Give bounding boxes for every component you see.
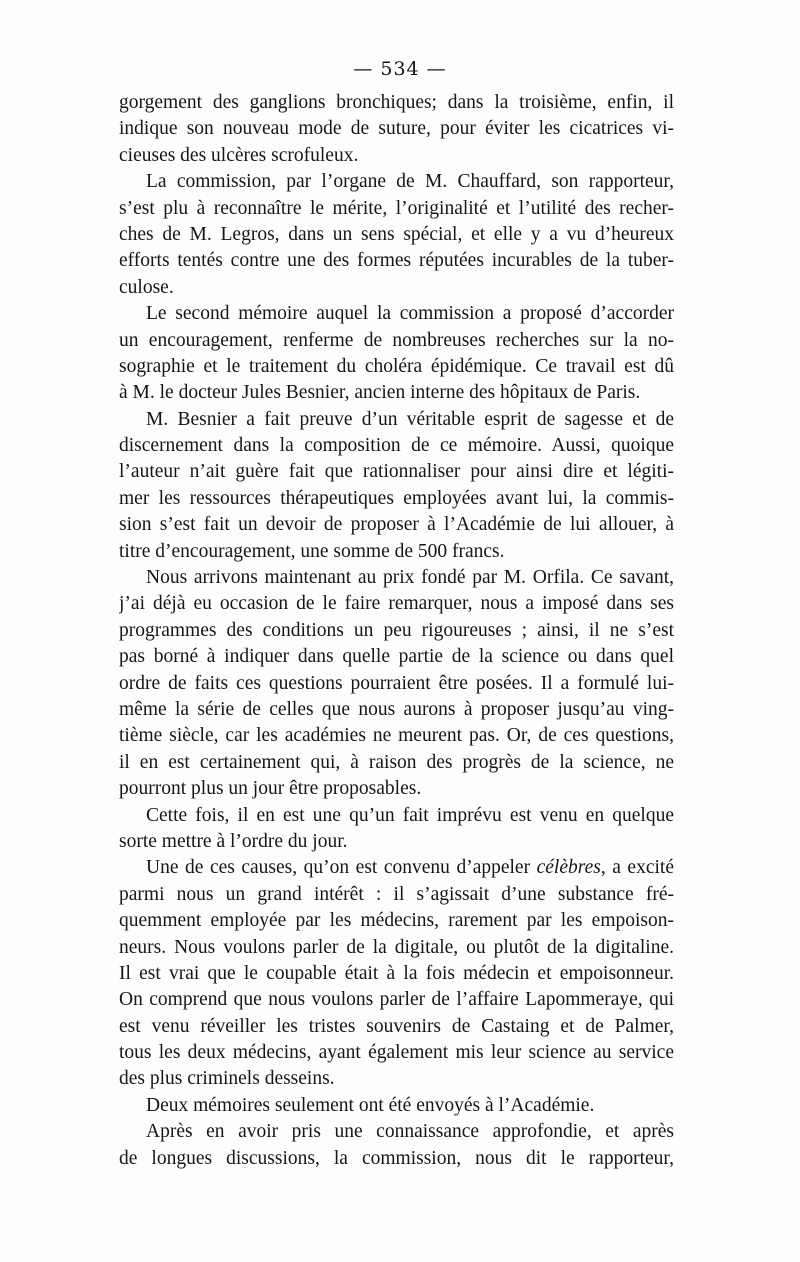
text-line: Deux mémoires seulement ont été envoyés à l’Académie. <box>146 1094 595 1116</box>
text-line: M. Besnier a fait preuve d’un véritable esprit de sagesse et de <box>146 408 674 430</box>
text-line: sorte mettre à l’ordre du jour. <box>119 830 348 852</box>
text-line: j’ai déjà eu occasion de le faire remarquer, nous a imposé dans ses <box>119 593 674 615</box>
text-line: tième siècle, car les académies ne meurent pas. Or, de ces questions, <box>119 725 674 747</box>
text-line: est venu réveiller les tristes souvenirs de Castaing et de Palmer, <box>119 1015 674 1037</box>
body-text <box>119 90 674 1172</box>
text-line: sographie et le traitement du choléra épidémique. Ce travail est dû <box>119 355 674 377</box>
text-line: La commission, par l’organe de M. Chauffard, son rapporteur, <box>146 171 674 193</box>
text-line: indique son nouveau mode de suture, pour éviter les cicatrices vi- <box>119 118 674 140</box>
text-line: parmi nous un grand intérêt : il s’agissait d’une substance fré- <box>119 883 674 905</box>
text-line: sion s’est fait un devoir de proposer à l’Académie de lui allouer, à <box>119 514 674 536</box>
text-line: discernement dans la composition de ce mémoire. Aussi, quoique <box>119 435 674 457</box>
text-line: il en est certainement qui, à raison des progrès de la science, ne <box>119 751 674 773</box>
text-line: cieuses des ulcères scrofuleux. <box>119 144 359 166</box>
text-line: neurs. Nous voulons parler de la digitale, ou plutôt de la digitaline. <box>119 936 674 958</box>
text-line: pas borné à indiquer dans quelle partie de la science ou dans quel <box>119 646 674 668</box>
text-line: Il est vrai que le coupable était à la fois médecin et empoisonneur. <box>119 962 674 984</box>
text-line: Une de ces causes, qu’on est convenu d’appeler célèbres, a excité <box>146 857 674 879</box>
text-line: même la série de celles que nous aurons à proposer jusqu’au ving- <box>119 698 674 720</box>
text-line: un encouragement, renferme de nombreuses recherches sur la no- <box>119 329 674 351</box>
text-line: culose. <box>119 276 174 298</box>
text-line: Après en avoir pris une connaissance approfondie, et après <box>146 1121 674 1143</box>
text-line: ches de M. Legros, dans un sens spécial, et elle y a vu d’heureux <box>119 223 674 245</box>
italic-word: célèbres <box>536 857 601 879</box>
text-line: à M. le docteur Jules Besnier, ancien interne des hôpitaux de Paris. <box>119 382 641 404</box>
text-line: Nous arrivons maintenant au prix fondé par M. Orfila. Ce savant, <box>146 567 674 589</box>
text-line: efforts tentés contre une des formes réputées incurables de la tuber- <box>119 250 674 272</box>
text-line: Cette fois, il en est une qu’un fait imprévu est venu en quelque <box>146 804 674 826</box>
page-number: — 534 — <box>353 58 447 80</box>
text-line: quemment employée par les médecins, rarement par les empoison- <box>119 910 674 932</box>
text-line: On comprend que nous voulons parler de l’affaire Lapommeraye, qui <box>119 989 674 1011</box>
text-line: titre d’encouragement, une somme de 500 francs. <box>119 540 505 562</box>
text-line: gorgement des ganglions bronchiques; dans la troisième, enfin, il <box>119 92 674 113</box>
text-line: pourront plus un jour être proposables. <box>119 778 422 800</box>
text-line: des plus criminels desseins. <box>119 1068 335 1090</box>
text-line: l’auteur n’ait guère fait que rationnaliser pour ainsi dire et légiti- <box>119 461 674 483</box>
text-line: mer les ressources thérapeutiques employées avant lui, la commis- <box>119 487 674 509</box>
text-line: programmes des conditions un peu rigoureuses ; ainsi, il ne s’est <box>119 619 674 641</box>
text-line: s’est plu à reconnaître le mérite, l’originalité et l’utilité des recher- <box>119 197 674 219</box>
text-line: de longues discussions, la commission, nous dit le rapporteur, <box>119 1147 674 1169</box>
text-line: ordre de faits ces questions pourraient être posées. Il a formulé lui- <box>119 672 674 694</box>
text-line: tous les deux médecins, ayant également mis leur science au service <box>119 1042 674 1064</box>
text-line: Le second mémoire auquel la commission a proposé d’accorder <box>146 303 674 325</box>
